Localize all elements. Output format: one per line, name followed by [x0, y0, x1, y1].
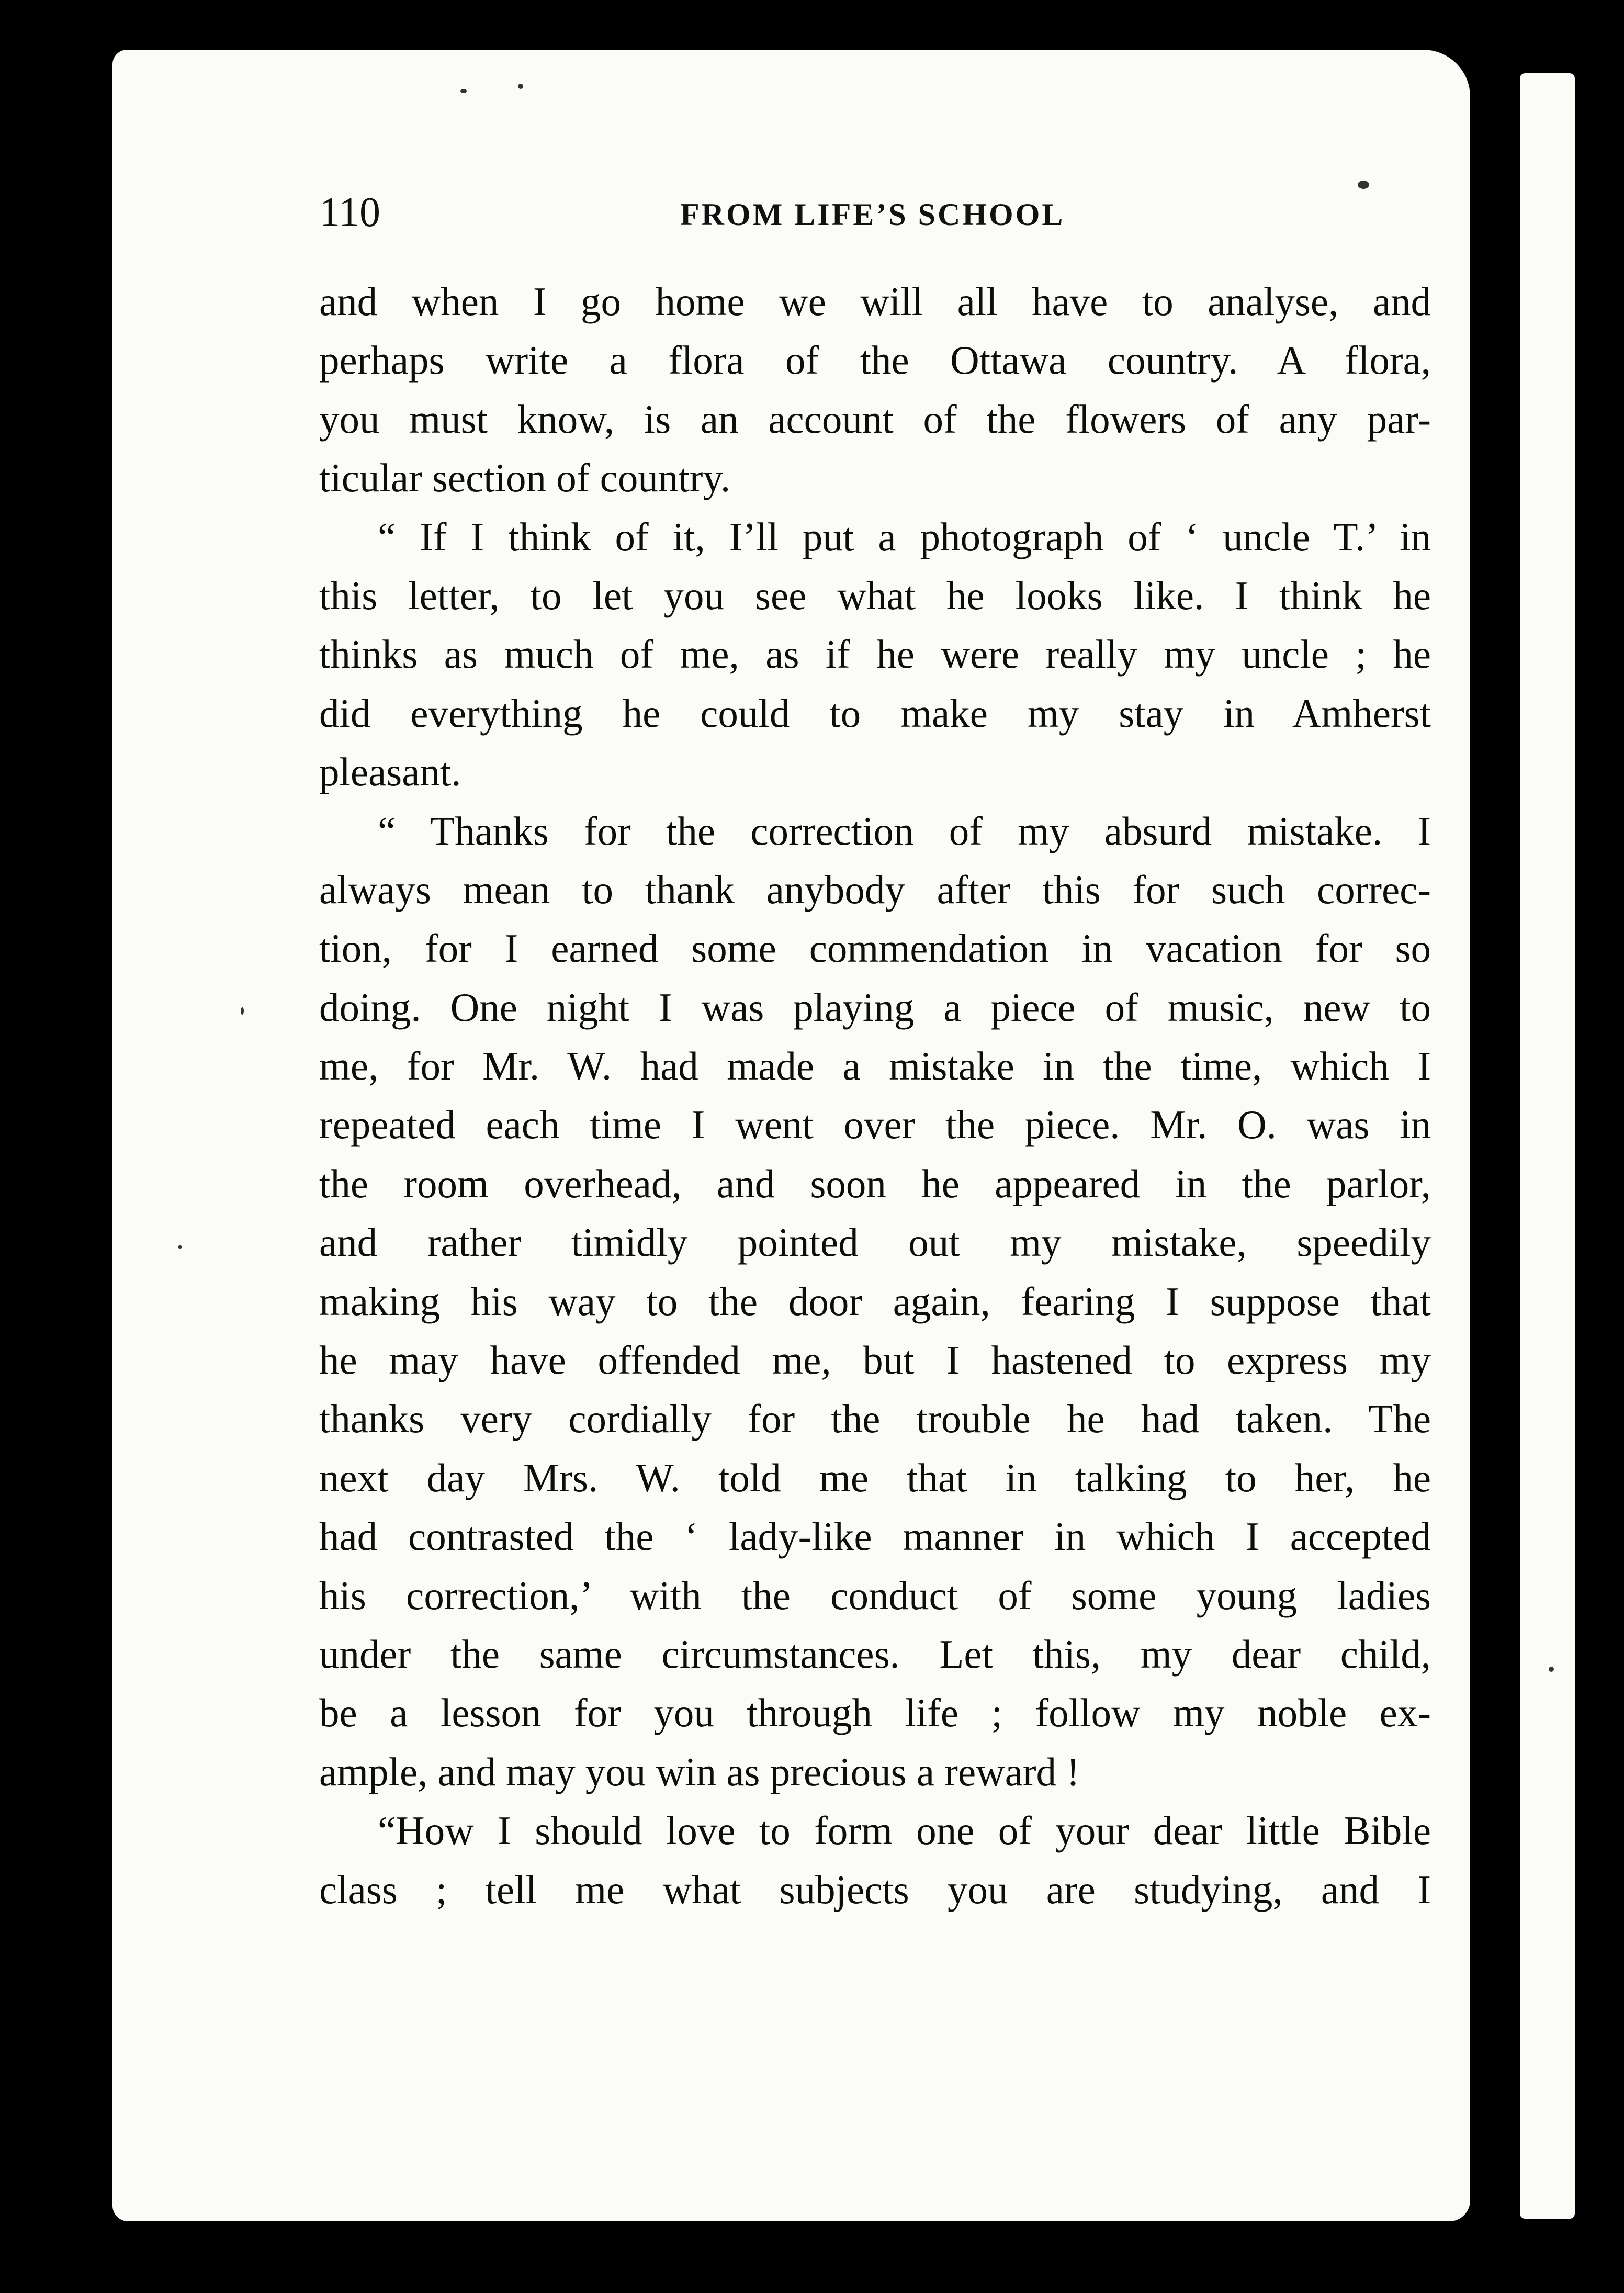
running-header	[319, 189, 1428, 235]
text-line: “ If I think of it, I’ll put a photograph of ‘ uncle T.’ in	[378, 514, 1431, 559]
text-line: next day Mrs. W. told me that in talking to her, he	[319, 1455, 1431, 1500]
text-line: repeated each time I went over the piece. Mr. O. was in	[319, 1102, 1431, 1148]
speck	[241, 1007, 244, 1015]
text-line: “How I should love to form one of your dear little Bible	[378, 1808, 1431, 1853]
text-line: me, for Mr. W. had made a mistake in the time, which I	[319, 1043, 1431, 1089]
text-line: had contrasted the ‘ lady-like manner in which I accepted	[319, 1514, 1431, 1559]
text-line: and rather timidly pointed out my mistake, speedily	[319, 1220, 1431, 1265]
speck	[460, 89, 467, 93]
text-line: this letter, to let you see what he looks like. I think he	[319, 572, 1431, 618]
adjacent-page-edge	[1520, 73, 1575, 2219]
speck	[518, 84, 523, 89]
text-line: his correction,’ with the conduct of some young ladies	[319, 1572, 1431, 1618]
text-line: you must know, is an account of the flowers of any par-	[319, 396, 1431, 442]
text-line: making his way to the door again, fearing I suppose that	[319, 1278, 1431, 1324]
text-line: pleasant.	[319, 749, 461, 795]
speck	[178, 1245, 182, 1249]
running-title: FROM LIFE’S SCHOOL	[680, 197, 1065, 232]
speck	[1358, 181, 1369, 189]
text-line: the room overhead, and soon he appeared in the parlor,	[319, 1161, 1431, 1206]
text-line: be a lesson for you through life ; follow my noble ex-	[319, 1690, 1431, 1736]
text-line: thanks very cordially for the trouble he had taken. The	[319, 1396, 1431, 1442]
text-line: thinks as much of me, as if he were really my uncle ; he	[319, 632, 1431, 677]
text-line: tion, for I earned some commendation in vacation for so	[319, 926, 1431, 971]
text-line: ample, and may you win as precious a reward !	[319, 1749, 1080, 1794]
text-line: under the same circumstances. Let this, my dear child,	[319, 1631, 1431, 1677]
speck	[1549, 1667, 1554, 1672]
text-line: doing. One night I was playing a piece of music, new to	[319, 984, 1431, 1030]
text-line: “ Thanks for the correction of my absurd mistake. I	[378, 808, 1431, 853]
text-line: perhaps write a flora of the Ottawa country. A flora,	[319, 338, 1431, 383]
text-line: did everything he could to make my stay in Amherst	[319, 690, 1431, 736]
text-line: ticular section of country.	[319, 455, 731, 501]
text-line: class ; tell me what subjects you are studying, and I	[319, 1867, 1431, 1912]
body-text	[319, 272, 1431, 1919]
text-line: and when I go home we will all have to analyse, and	[319, 279, 1431, 324]
text-line: he may have offended me, but I hastened to express my	[319, 1337, 1431, 1383]
page-number: 110	[319, 189, 381, 235]
text-line: always mean to thank anybody after this for such correc-	[319, 867, 1431, 912]
